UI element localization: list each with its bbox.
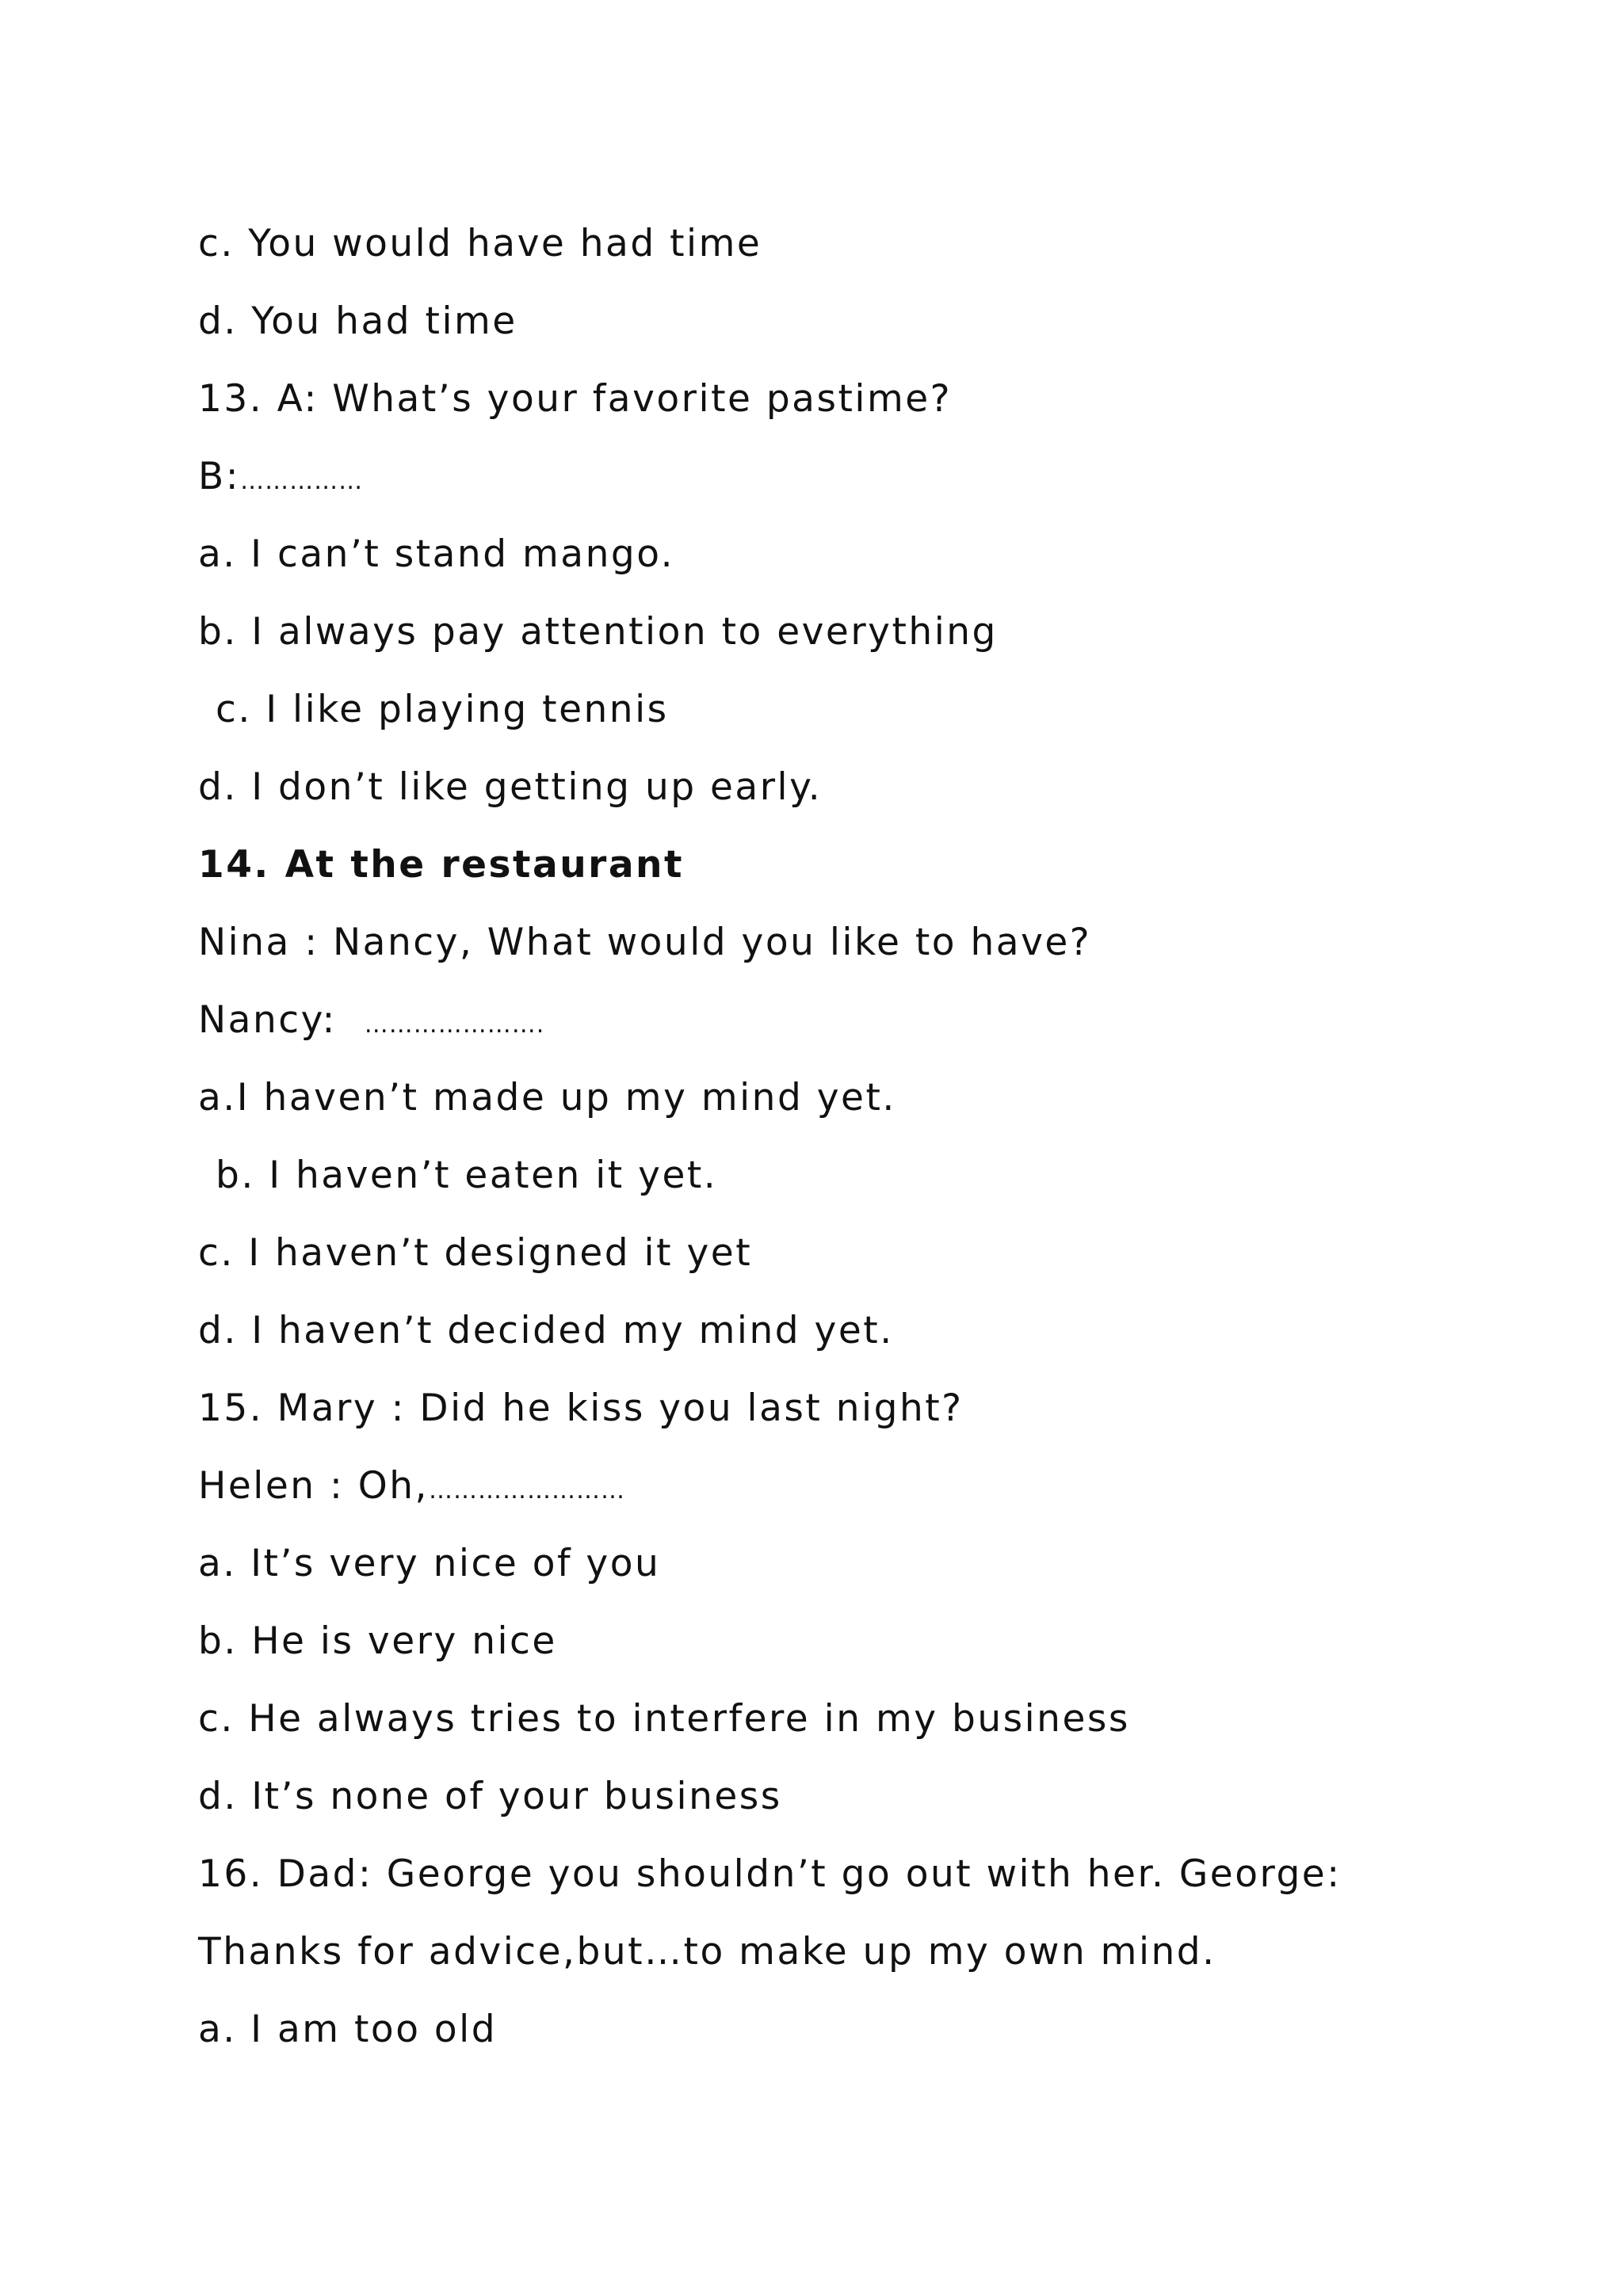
speaker-label: Nancy: — [198, 998, 337, 1042]
answer-blank: …………………. — [364, 1011, 545, 1039]
option-a-text: a.I haven’t made up my mind yet. — [198, 1076, 896, 1119]
question-16-continuation: Thanks for advice,but…to make up my own mind. — [198, 1930, 1216, 1974]
answer-blank: …………………… — [428, 1477, 625, 1505]
option-c-text: c. You would have had time — [198, 222, 762, 265]
option-d-text: d. I don’t like getting up early. — [198, 765, 823, 809]
option-c-text: c. I haven’t designed it yet — [198, 1231, 753, 1275]
question-16-text: 16. Dad: George you shouldn’t go out with her. George: — [198, 1852, 1342, 1896]
answer-blank: …………… — [240, 467, 364, 495]
answer-blank-line — [198, 453, 363, 505]
question-15-text: 15. Mary : Did he kiss you last night? — [198, 1386, 964, 1430]
dialogue-helen-line — [198, 1463, 625, 1515]
dialogue-nina-line: Nina : Nancy, What would you like to have? — [198, 921, 1092, 964]
question-14-heading: 14. At the restaurant — [198, 843, 684, 887]
option-a-text: a. I can’t stand mango. — [198, 532, 675, 576]
option-b-text: b. I always pay attention to everything — [198, 610, 998, 654]
option-c-text: c. He always tries to interfere in my business — [198, 1697, 1130, 1741]
option-d-text: d. I haven’t decided my mind yet. — [198, 1309, 894, 1352]
option-b-text: b. I haven’t eaten it yet. — [216, 1154, 718, 1197]
option-a-text: a. I am too old — [198, 2008, 498, 2051]
dialogue-nancy-line — [198, 997, 544, 1049]
speaker-label: Helen : Oh, — [198, 1464, 429, 1508]
option-a-text: a. It’s very nice of you — [198, 1542, 661, 1585]
option-c-text: c. I like playing tennis — [216, 688, 669, 731]
option-d-text: d. You had time — [198, 299, 517, 343]
question-13-text: 13. A: What’s your favorite pastime? — [198, 377, 953, 421]
option-b-text: b. He is very nice — [198, 1619, 557, 1663]
option-d-text: d. It’s none of your business — [198, 1775, 782, 1818]
answer-label: B: — [198, 455, 241, 498]
